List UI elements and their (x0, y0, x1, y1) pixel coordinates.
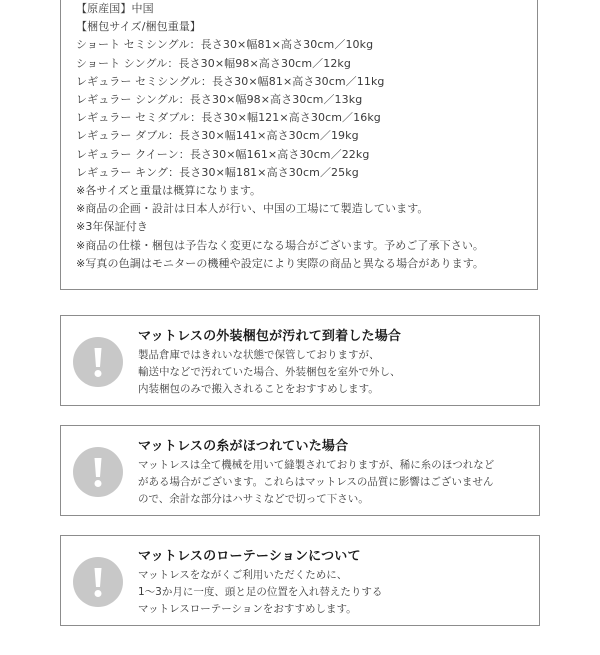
spec-line: ショート シングル：長さ30×幅98×高さ30cm／12kg (76, 56, 351, 70)
notice-rotation (60, 535, 540, 626)
notice-line: マットレスローテーションをおすすめします。 (138, 603, 357, 615)
notice-line: マットレスをながくご利用いただくために、 (138, 569, 348, 581)
spec-note: ※3年保証付き (76, 220, 148, 234)
notice-line: ので、余計な部分はハサミなどで切って下さい。 (138, 493, 369, 505)
notice-line: マットレスは全て機械を用いて縫製されておりますが、稀に糸のほつれなど (138, 459, 495, 471)
notice-body (138, 457, 494, 508)
spec-note: ※商品の仕様・梱包は予告なく変更になる場合がございます。予めご了承下さい。 (76, 238, 485, 252)
exclamation-icon (73, 447, 123, 497)
notice-loose-thread (60, 425, 540, 516)
notice-title: マットレスのローテーションについて (138, 549, 361, 564)
exclamation-icon (73, 337, 123, 387)
spec-package-heading: 【梱包サイズ/梱包重量】 (76, 20, 202, 34)
spec-line: レギュラー セミダブル：長さ30×幅121×高さ30cm／16kg (76, 111, 381, 125)
notice-line: 1〜3か月に一度、頭と足の位置を入れ替えたりする (138, 586, 383, 598)
spec-note: ※写真の色調はモニターの機種や設定により実際の商品と異なる場合があります。 (76, 256, 485, 270)
spec-note: ※商品の企画・設計は日本人が行い、中国の工場にて製造しています。 (76, 202, 429, 216)
exclamation-icon (73, 557, 123, 607)
spec-origin: 【原産国】中国 (76, 2, 154, 15)
notice-line: 製品倉庫ではきれいな状態で保管しておりますが、 (138, 349, 380, 361)
notice-title: マットレスの外装梱包が汚れて到着した場合 (138, 329, 402, 344)
notice-line: がある場合がございます。これらはマットレスの品質に影響はございません (138, 476, 494, 488)
spec-line: レギュラー ダブル：長さ30×幅141×高さ30cm／19kg (76, 129, 359, 143)
spec-list (76, 0, 484, 273)
spec-line: レギュラー クイーン：長さ30×幅161×高さ30cm／22kg (76, 147, 370, 161)
notice-body (138, 347, 401, 398)
notice-title: マットレスの糸がほつれていた場合 (138, 439, 349, 454)
notice-body (138, 567, 382, 618)
notice-dirty-packaging (60, 315, 540, 406)
product-spec-box (60, 0, 538, 290)
spec-line: レギュラー キング：長さ30×幅181×高さ30cm／25kg (76, 165, 359, 179)
spec-line: レギュラー シングル：長さ30×幅98×高さ30cm／13kg (76, 93, 363, 107)
notice-line: 内装梱包のみで搬入されることをおすすめします。 (138, 383, 379, 395)
spec-line: ショート セミシングル：長さ30×幅81×高さ30cm／10kg (76, 38, 374, 52)
notice-line: 輸送中などで汚れていた場合、外装梱包を室外で外し、 (138, 366, 401, 378)
spec-note: ※各サイズと重量は概算になります。 (76, 184, 262, 198)
spec-line: レギュラー セミシングル：長さ30×幅81×高さ30cm／11kg (76, 74, 385, 88)
